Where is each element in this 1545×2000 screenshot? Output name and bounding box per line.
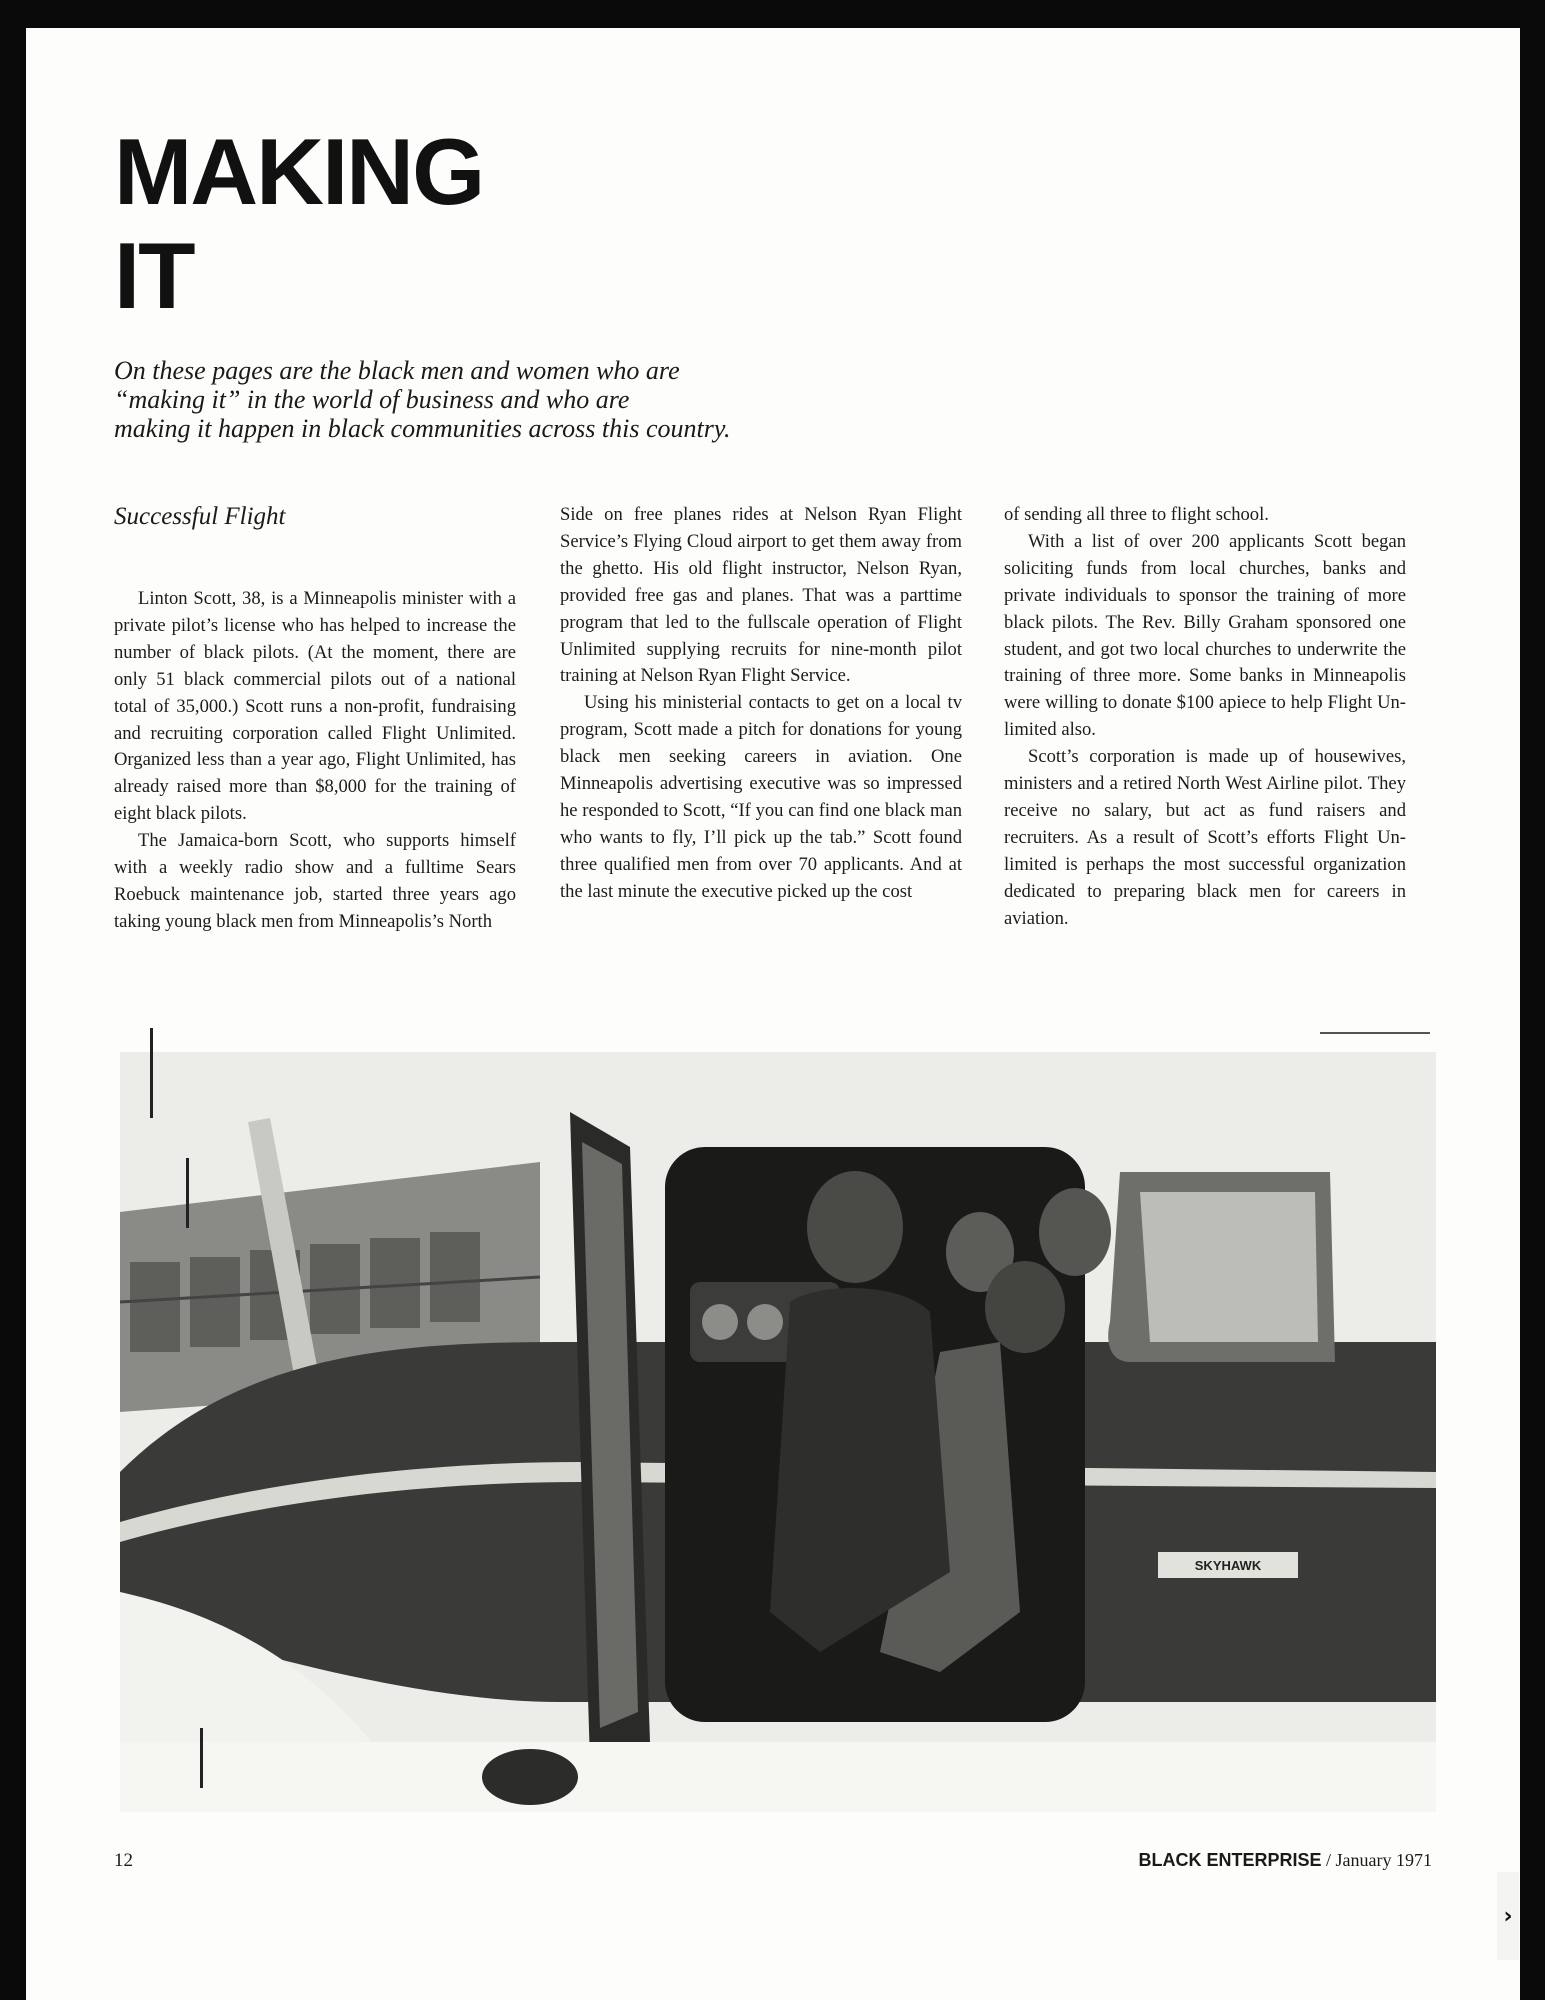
airplane-photo (120, 1052, 1436, 1812)
scan-artifact (150, 1028, 153, 1118)
chevron-right-icon: › (1503, 1903, 1513, 1929)
magazine-page (26, 28, 1520, 2000)
paragraph: of sending all three to flight school. (1004, 504, 1269, 525)
next-page-button[interactable] (1497, 1872, 1519, 1960)
headline-line-2: IT (114, 223, 194, 328)
issue-date: January 1971 (1335, 1850, 1432, 1870)
intro-deck (114, 356, 874, 443)
headline-line-1: MAKING (114, 119, 484, 224)
headline (114, 120, 483, 328)
intro-line-3: making it happen in black communities across this country. (114, 414, 731, 443)
scan-artifact (186, 1158, 189, 1228)
paragraph: The Jamaica-born Scott, who supports himself with a weekly radio show and a fulltime Sears Roebuck maintenance job, started three years ago taking young black men from Minneapolis’s North (114, 830, 516, 932)
scan-artifact (200, 1728, 203, 1788)
magazine-credit (1138, 1850, 1432, 1871)
paragraph: Side on free planes rides at Nelson Ryan Flight Service’s Flying Cloud airport to get them away from the ghetto. His old flight instructor, Nelson Ryan, provided free gas and planes. That was a parttime program that led to the fullscale operation of Flight Unlimited supplying recruits for nine-month pilot training at Nelson Ryan Flight Service. (560, 504, 962, 687)
article-column-1 (114, 502, 516, 936)
intro-line-1: On these pages are the black men and women who are (114, 356, 680, 385)
paragraph: Linton Scott, 38, is a Minneapolis minister with a private pilot’s license who has helped to increase the number of black pilots. (At the moment, there are only 51 black commercial pilots out of a national total of 35,000.) Scott runs a non-profit, fundraising and recruiting corporation called Flight Unlimited. Organized less than a year ago, Flight Unlimited, has already raised more than $8,000 for the training of eight black pilots. (114, 588, 516, 825)
article-column-2 (560, 502, 962, 906)
intro-line-2: “making it” in the world of business and who are (114, 385, 630, 414)
article-column-3 (1004, 502, 1406, 933)
page-number: 12 (114, 1850, 133, 1871)
airplane-photo-art (120, 1052, 1436, 1812)
magazine-name: BLACK ENTERPRISE (1138, 1850, 1322, 1870)
skyhawk-plate: SKYHAWK (1194, 1558, 1262, 1573)
scan-artifact (1320, 1032, 1430, 1034)
article-subhead: Successful Flight (114, 503, 286, 530)
paragraph: Using his ministerial contacts to get on a local tv program, Scott made a pitch for donations for young black men seeking careers in aviation. One Minneapolis advertising executive was so impressed he responded to Scott, “If you can find one black man who wants to fly, I’ll pick up the tab.” Scott found three qualified men from over 70 applicants. And at the last minute the executive picked up the cost (560, 692, 962, 902)
paragraph: Scott’s corporation is made up of housewives, ministers and a retired North West Airline pilot. They receive no salary, but act as fund raisers and recruiters. As a result of Scott’s efforts Flight Unlimited is perhaps the most successful organization dedicated to preparing black men for careers in aviation. (1004, 746, 1406, 929)
credit-separator: / (1321, 1850, 1336, 1870)
paragraph: With a list of over 200 applicants Scott began soliciting funds from local churches, banks and private individuals to sponsor the training of more black pilots. The Rev. Billy Graham sponsored one student, and got two local churches to underwrite the training of three more. Some banks in Minneapolis were willing to donate $100 apiece to help Flight Unlimited also. (1004, 530, 1406, 741)
